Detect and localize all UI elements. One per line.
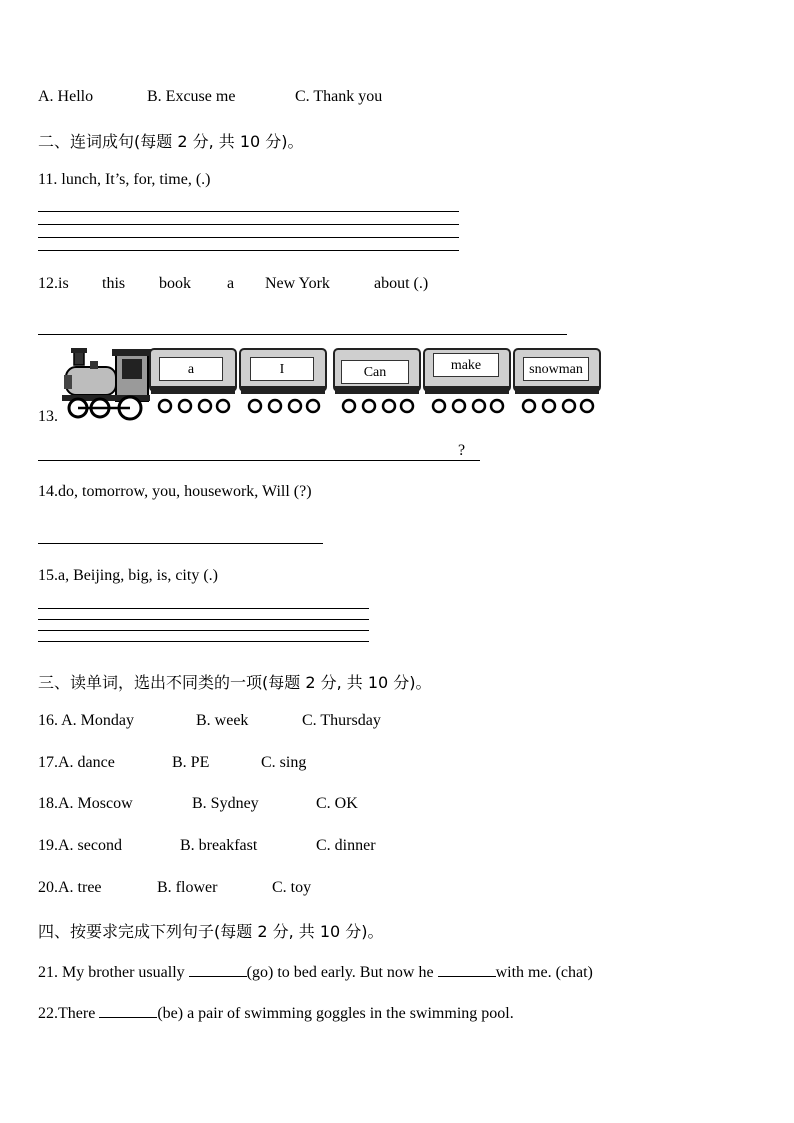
train-engine-icon: [60, 345, 152, 423]
q12-word: book: [159, 275, 191, 292]
option: 18.A. Moscow: [38, 795, 133, 812]
q12-answer-line[interactable]: [38, 334, 567, 335]
q21-sentence: [38, 962, 593, 982]
q15-answer-line-2: [38, 619, 369, 620]
q22-sentence: [38, 1003, 514, 1023]
q12-word: New York: [265, 275, 330, 292]
train-wagon-2: [239, 348, 327, 406]
q11-prompt: 11. lunch, It’s, for, time, (.): [38, 171, 211, 188]
train-wagon-3: [333, 348, 421, 406]
q22-text-a: 22.There: [38, 1005, 100, 1022]
option: C. OK: [316, 795, 358, 812]
option: 19.A. second: [38, 837, 122, 854]
option: B. PE: [172, 754, 210, 771]
q10-option-a: A. Hello: [38, 88, 94, 105]
option: C. dinner: [316, 837, 376, 854]
q13-answer-line[interactable]: [38, 460, 480, 461]
q21-blank-1[interactable]: [189, 962, 247, 977]
q12-word: 12.is: [38, 275, 69, 292]
q10-options: [38, 88, 383, 106]
train-word-card[interactable]: snowman: [523, 357, 589, 381]
train-word-card[interactable]: make: [433, 353, 499, 377]
q20-row: [38, 879, 538, 899]
q11-answer-line-2: [38, 224, 459, 225]
q21-text-a: 21. My brother usually: [38, 964, 189, 981]
q11-answer-line-3: [38, 237, 459, 238]
q12-word: about (.): [374, 275, 429, 292]
option: B. flower: [157, 879, 218, 896]
q12-word: this: [102, 275, 126, 292]
option: C. toy: [272, 879, 312, 896]
option: B. breakfast: [180, 837, 258, 854]
q21-text-b: (go) to bed early. But now he: [246, 964, 438, 981]
q15-prompt: 15.a, Beijing, big, is, city (.): [38, 567, 218, 584]
section3-title: 三、读单词，选出不同类的一项(每题 2 分, 共 10 分)。: [38, 673, 432, 692]
q10-option-c: C. Thank you: [295, 88, 383, 105]
option: 17.A. dance: [38, 754, 115, 771]
q16-row: [38, 712, 538, 732]
q11-answer-line-4: [38, 250, 459, 251]
q19-row: [38, 837, 538, 857]
q11-answer-line-1[interactable]: [38, 211, 459, 212]
q12-prompt: [38, 275, 458, 295]
q22-text-b: (be) a pair of swimming goggles in the swimming pool.: [157, 1005, 514, 1022]
q13-end-mark: ?: [458, 442, 466, 459]
option: 20.A. tree: [38, 879, 102, 896]
option: 16. A. Monday: [38, 712, 134, 729]
train-wagon-1: [149, 348, 237, 406]
train-wagon-4: [423, 348, 511, 406]
q18-row: [38, 795, 538, 815]
option: C. sing: [261, 754, 307, 771]
q10-option-b: B. Excuse me: [147, 88, 236, 105]
option: B. week: [196, 712, 249, 729]
train-wagon-5: [513, 348, 601, 406]
train-word-card[interactable]: Can: [341, 360, 409, 384]
q13-number: 13.: [38, 408, 58, 425]
train-word-card[interactable]: I: [250, 357, 314, 381]
q17-row: [38, 754, 538, 774]
q15-answer-line-4: [38, 641, 369, 642]
train-word-card[interactable]: a: [159, 357, 223, 381]
section4-title: 四、按要求完成下列句子(每题 2 分, 共 10 分)。: [38, 922, 384, 941]
q15-answer-line-1[interactable]: [38, 608, 369, 609]
q14-prompt: 14.do, tomorrow, you, housework, Will (?): [38, 483, 312, 500]
q14-answer-line[interactable]: [38, 543, 323, 544]
section2-title: 二、连词成句(每题 2 分, 共 10 分)。: [38, 132, 304, 151]
q12-word: a: [227, 275, 235, 292]
q21-blank-2[interactable]: [438, 962, 496, 977]
option: B. Sydney: [192, 795, 259, 812]
q21-text-c: with me. (chat): [495, 964, 593, 981]
q22-blank-1[interactable]: [99, 1003, 157, 1018]
option: C. Thursday: [302, 712, 381, 729]
q15-answer-line-3: [38, 630, 369, 631]
